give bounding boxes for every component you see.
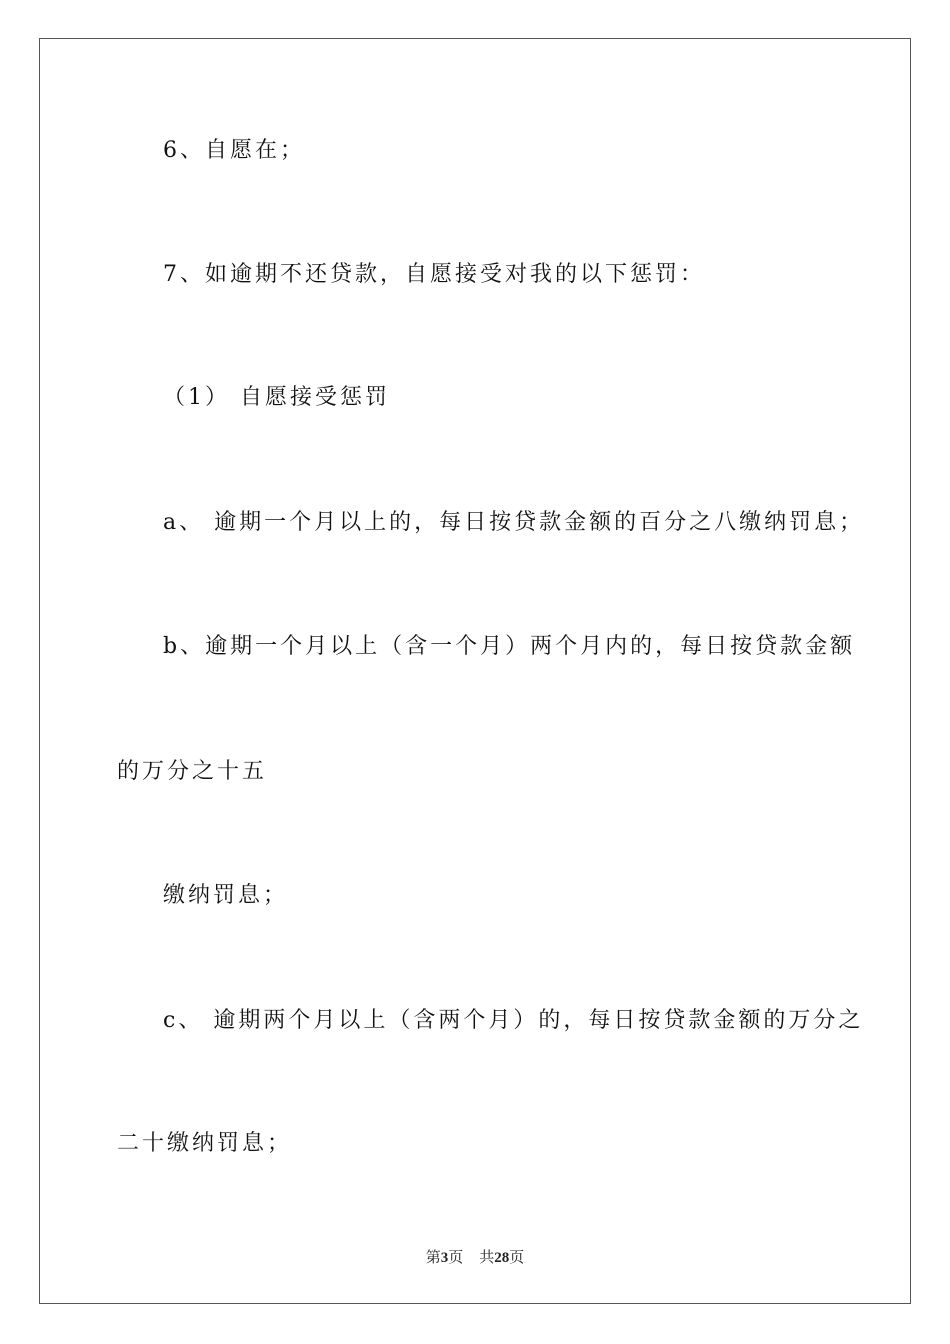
item-b-line1: b、逾期一个月以上（含一个月）两个月内的，每日按贷款金额 — [163, 634, 856, 659]
clause-6: 6、自愿在； — [163, 138, 305, 163]
footer-page-suffix: 页 — [448, 1250, 464, 1266]
item-b-line3: 缴纳罚息； — [163, 883, 289, 908]
item-c-line1: c、 逾期两个月以上（含两个月）的，每日按贷款金额的万分之 — [163, 1008, 864, 1033]
item-b-line2: 的万分之十五 — [117, 759, 268, 784]
subclause-1-heading: （1） 自愿接受惩罚 — [163, 385, 390, 410]
page-border — [39, 38, 911, 1304]
page-footer — [0, 1248, 950, 1268]
item-a: a、 逾期一个月以上的，每日按贷款金额的百分之八缴纳罚息； — [163, 510, 865, 535]
footer-total-prefix: 共 — [479, 1250, 495, 1266]
footer-page-number: 3 — [440, 1250, 449, 1266]
footer-page-prefix: 第 — [425, 1250, 441, 1266]
clause-7: 7、如逾期不还贷款，自愿接受对我的以下惩罚： — [163, 262, 705, 287]
footer-total-suffix: 页 — [509, 1250, 525, 1266]
item-c-line2: 二十缴纳罚息； — [117, 1131, 293, 1156]
footer-total-pages: 28 — [494, 1250, 510, 1266]
